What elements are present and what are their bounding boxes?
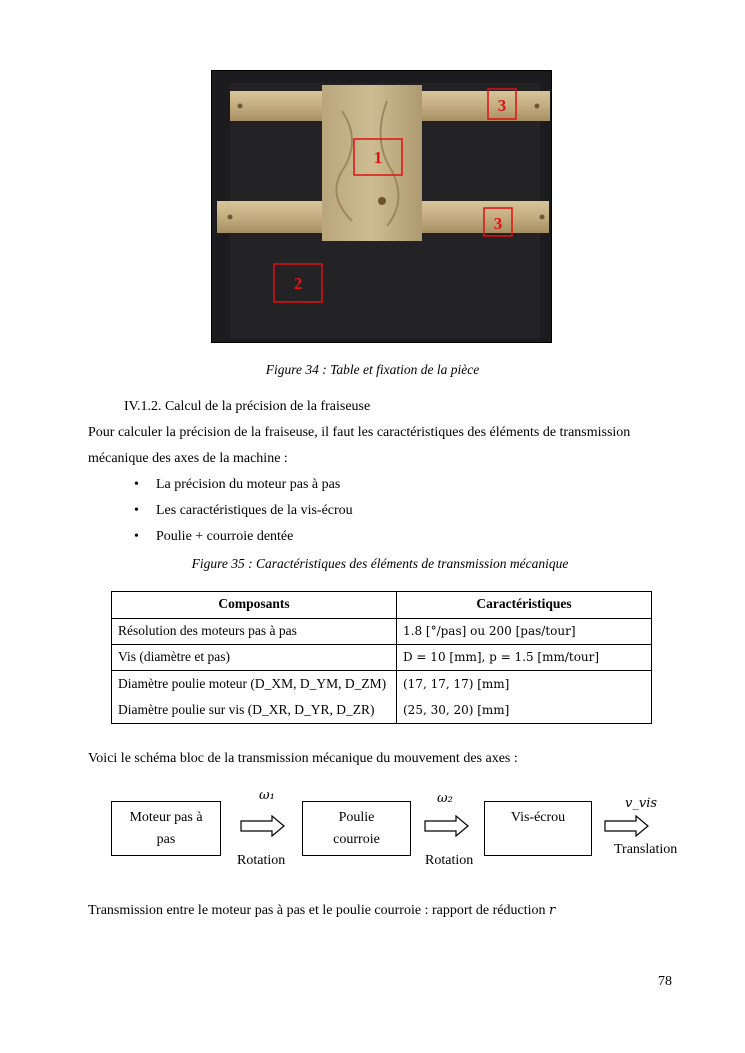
list-item: • La précision du moteur pas à pas <box>156 472 353 498</box>
table-fixation-illustration <box>212 71 551 342</box>
intro-line-1: Pour calculer la précision de la fraiseuse, il faut les caractéristiques des éléments de transmission <box>88 425 631 440</box>
table-cell <box>397 671 652 724</box>
block-pulley <box>302 801 411 856</box>
v-vis-symbol: v_vis <box>625 796 658 811</box>
block-label-line: Poulie <box>338 810 375 825</box>
ratio-symbol: r <box>548 903 556 918</box>
list-item: • Les caractéristiques de la vis-écrou <box>156 498 353 524</box>
table-cell: Vis (diamètre et pas) <box>112 645 397 671</box>
table-cell-math: (17, 17, 17) [mm] <box>403 677 510 691</box>
intro-line-2: mécanique des axes de la machine : <box>88 451 288 466</box>
bullet-list <box>156 472 353 550</box>
column-header-characteristics: Caractéristiques <box>397 592 652 619</box>
table-cell <box>397 645 652 671</box>
table-cell <box>397 619 652 645</box>
figure-35-caption: Figure 35 : Caractéristiques des éléments de transmission mécanique <box>191 556 569 571</box>
marker-label-2: 2 <box>293 274 303 293</box>
marker-label-1: 1 <box>373 148 383 167</box>
table-cell-math: 1.8 [°/pas] ou 200 [pas/tour] <box>403 624 576 638</box>
omega-1-symbol: ω₁ <box>259 788 275 803</box>
arrow-right-icon <box>424 815 470 837</box>
block-label-line: pas <box>156 832 176 847</box>
transmission-characteristics-table <box>111 591 652 724</box>
column-header-components: Composants <box>112 592 397 619</box>
table-cell-line: Diamètre poulie moteur (D_XM, D_YM, D_ZM) <box>118 676 387 691</box>
figure-34-photo <box>212 71 551 342</box>
omega-2-symbol: ω₂ <box>437 791 453 806</box>
rotation-label-1: Rotation <box>237 853 286 868</box>
block-label-line: Vis-écrou <box>510 810 566 825</box>
translation-label: Translation <box>614 842 678 857</box>
table-cell-math: (25, 30, 20) [mm] <box>403 703 510 717</box>
block-label-line: courroie <box>333 832 380 847</box>
section-heading: IV.1.2. Calcul de la précision de la fraiseuse <box>124 399 371 414</box>
list-item: • Poulie + courroie dentée <box>156 524 353 550</box>
table-row <box>112 619 652 645</box>
table-cell-math: D = 10 [mm], p = 1.5 [mm/tour] <box>403 650 600 664</box>
block-label-line: Moteur pas à <box>129 810 203 825</box>
transmission-sentence <box>88 898 555 924</box>
marker-label-3b: 3 <box>493 214 503 233</box>
table-row <box>112 645 652 671</box>
figure-34-caption: Figure 34 : Table et fixation de la pièce <box>265 362 480 377</box>
rotation-label-2: Rotation <box>425 853 474 868</box>
table-row <box>112 671 652 724</box>
block-screw-nut <box>484 801 592 856</box>
page-number: 78 <box>658 974 672 989</box>
schema-intro: Voici le schéma bloc de la transmission mécanique du mouvement des axes : <box>88 751 518 766</box>
intro-paragraph <box>88 420 688 472</box>
marker-label-3a: 3 <box>497 96 507 115</box>
table-cell: Résolution des moteurs pas à pas <box>112 619 397 645</box>
block-motor <box>111 801 221 856</box>
arrow-right-icon <box>240 815 286 837</box>
transmission-text: Transmission entre le moteur pas à pas et le poulie courroie : rapport de réduction <box>88 903 546 918</box>
work-piece-plate <box>322 85 422 241</box>
arrow-right-icon <box>604 815 650 837</box>
table-header-row <box>112 592 652 619</box>
table-cell <box>112 671 397 724</box>
table-cell-line: Diamètre poulie sur vis (D_XR, D_YR, D_ZR) <box>118 702 375 717</box>
